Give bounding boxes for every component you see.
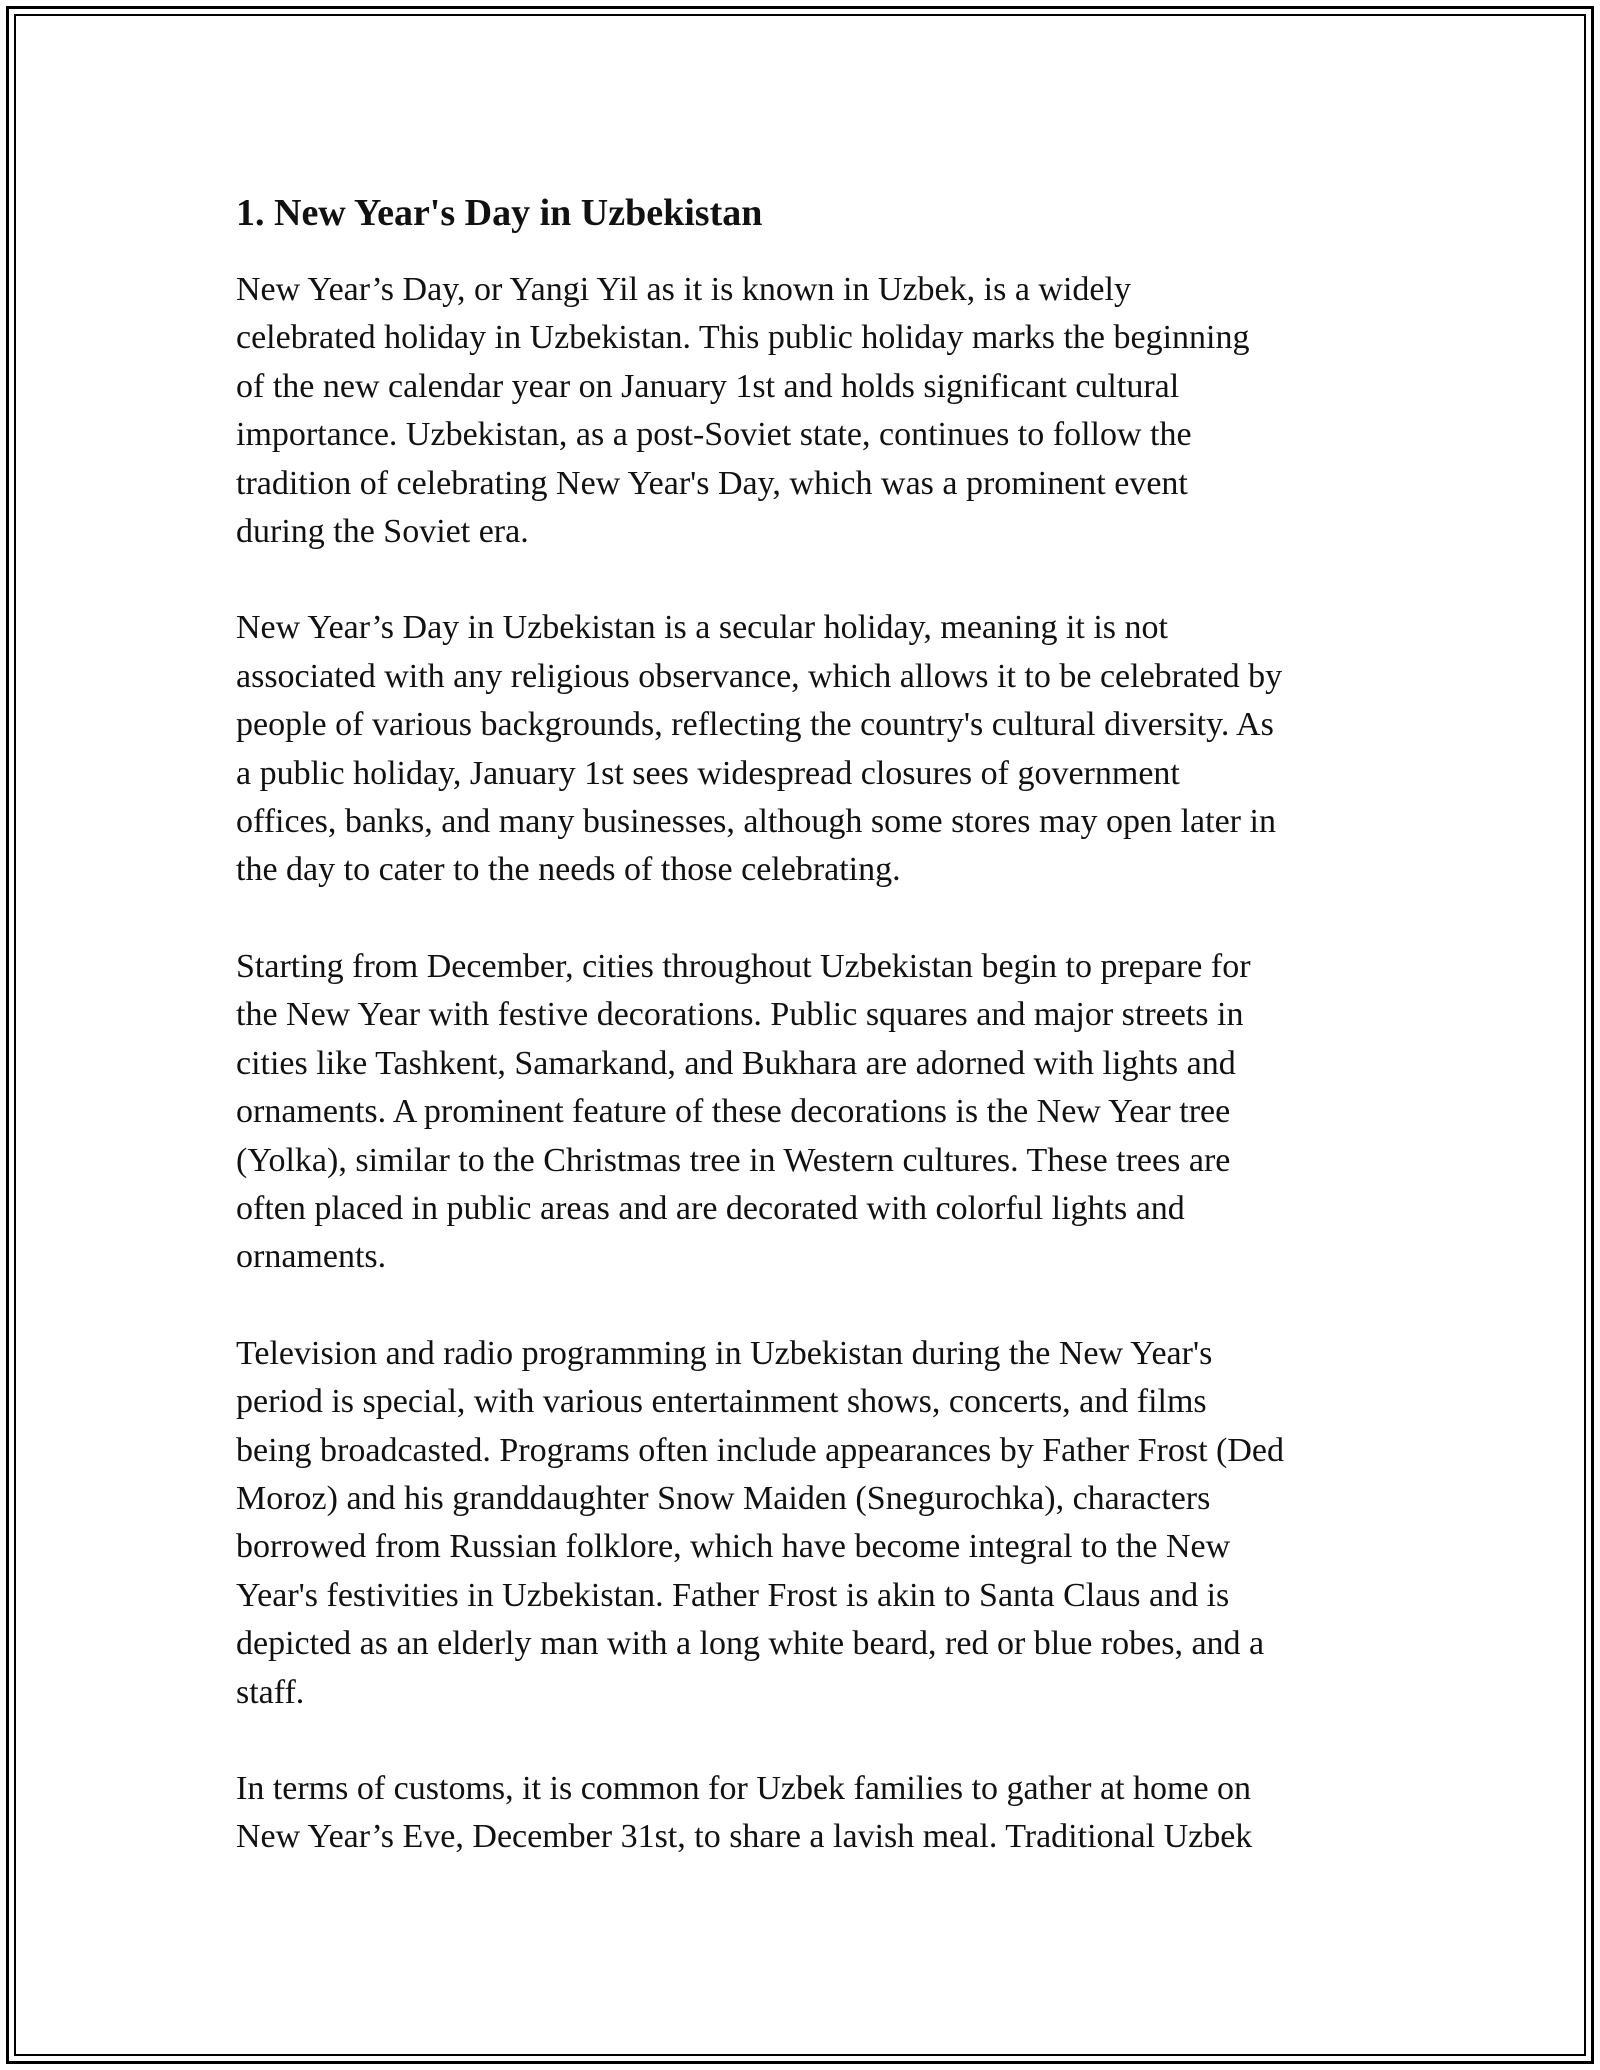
text-line: ornaments. bbox=[236, 1238, 387, 1276]
text-line: of the new calendar year on January 1st and holds significant cultural bbox=[236, 367, 1180, 405]
text-line: New Year’s Day, or Yangi Yil as it is known in Uzbek, is a widely bbox=[236, 271, 1131, 308]
section-heading: 1. New Year's Day in Uzbekistan bbox=[236, 192, 763, 234]
text-line: being broadcasted. Programs often include appearances by Father Frost (Ded bbox=[236, 1431, 1284, 1469]
text-line: associated with any religious observance, which allows it to be celebrated by bbox=[236, 657, 1283, 695]
text-line: staff. bbox=[236, 1673, 305, 1711]
text-line: importance. Uzbekistan, as a post-Soviet state, continues to follow the bbox=[236, 416, 1192, 454]
text-line: a public holiday, January 1st sees widespread closures of government bbox=[236, 754, 1180, 792]
text-line: Year's festivities in Uzbekistan. Father Frost is akin to Santa Claus and is bbox=[236, 1576, 1230, 1614]
text-line: borrowed from Russian folklore, which have become integral to the New bbox=[236, 1528, 1231, 1566]
text-line: Moroz) and his granddaughter Snow Maiden (Snegurochka), characters bbox=[236, 1479, 1211, 1517]
text-line: depicted as an elderly man with a long white beard, red or blue robes, and a bbox=[236, 1625, 1265, 1663]
text-line: New Year’s Eve, December 31st, to share a lavish meal. Traditional Uzbek bbox=[236, 1818, 1253, 1856]
paragraph-intro bbox=[236, 266, 1386, 556]
text-line: period is special, with various entertainment shows, concerts, and films bbox=[236, 1383, 1207, 1421]
text-line: New Year’s Day in Uzbekistan is a secular holiday, meaning it is not bbox=[236, 609, 1168, 647]
text-line: offices, banks, and many businesses, although some stores may open later in bbox=[236, 803, 1276, 841]
text-line: the New Year with festive decorations. Public squares and major streets in bbox=[236, 996, 1244, 1034]
text-line: during the Soviet era. bbox=[236, 513, 529, 551]
text-line: ornaments. A prominent feature of these decorations is the New Year tree bbox=[236, 1093, 1231, 1131]
text-line: cities like Tashkent, Samarkand, and Bukhara are adorned with lights and bbox=[236, 1044, 1236, 1082]
paragraph-customs bbox=[236, 1765, 1386, 1862]
text-line: tradition of celebrating New Year's Day, which was a prominent event bbox=[236, 464, 1188, 502]
text-line: Starting from December, cities throughout Uzbekistan begin to prepare for bbox=[236, 947, 1251, 985]
paragraph-decorations bbox=[236, 943, 1386, 1282]
text-line: In terms of customs, it is common for Uzbek families to gather at home on bbox=[236, 1769, 1252, 1807]
document-body bbox=[236, 184, 1386, 1910]
paragraph-secular-holiday bbox=[236, 604, 1386, 894]
paragraph-television bbox=[236, 1330, 1386, 1717]
text-line: (Yolka), similar to the Christmas tree in Western cultures. These trees are bbox=[236, 1141, 1231, 1179]
text-line: the day to cater to the needs of those celebrating. bbox=[236, 851, 901, 889]
text-line: celebrated holiday in Uzbekistan. This public holiday marks the beginning bbox=[236, 319, 1250, 357]
text-line: Television and radio programming in Uzbekistan during the New Year's bbox=[236, 1334, 1213, 1372]
text-line: often placed in public areas and are decorated with colorful lights and bbox=[236, 1189, 1185, 1227]
text-line: people of various backgrounds, reflecting the country's cultural diversity. As bbox=[236, 706, 1274, 744]
